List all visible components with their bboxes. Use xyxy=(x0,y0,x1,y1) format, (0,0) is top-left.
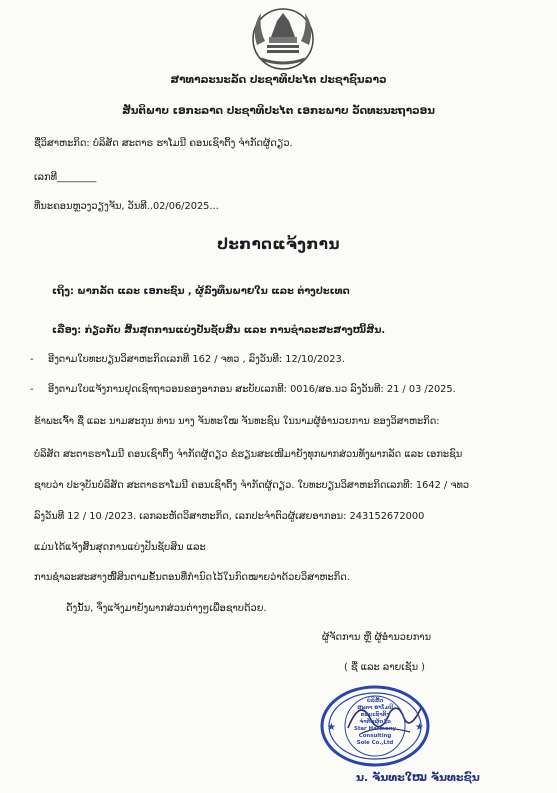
national-motto: ສັນຕິພາບ ເອກະລາດ ປະຊາທິປະໄຕ ເອກະພາບ ວັດທະນະຖາວອນ xyxy=(122,105,435,117)
stamp-text: Consulting xyxy=(358,733,392,739)
body-line: ການຊຳລະສະສາງໜີ້ສິນຕາມຂັ້ນຕອນທີ່ກຳນົດໄວ້ໃນກົດໝາຍວ່າດ້ວຍວິສາຫະກິດ. xyxy=(34,572,350,583)
recipient-line: ເຖິງ: ພາກລັດ ແລະ ເອກະຊົນ , ຜູ້ລົງທຶນພາຍໃນ ແລະ ຕ່າງປະເທດ xyxy=(52,286,350,297)
signature-note: ( ຊື່ ແລະ ລາຍເຊັນ ) xyxy=(344,662,425,673)
svg-text:★: ★ xyxy=(327,722,336,733)
document-title: ປະກາດແຈ້ງການ xyxy=(217,235,340,253)
reference-bullet: - xyxy=(30,354,34,365)
closing-line: ດັ່ງນັ້ນ, ຈຶ່ງແຈ້ງມາຍັງພາກສ່ວນຕ່າງໆເພື່ອຊາບດ້ວຍ. xyxy=(66,603,267,614)
lao-national-emblem-icon xyxy=(247,5,319,71)
nation-header: ສາທາລະນະລັດ ປະຊາທິປະໄຕ ປະຊາຊົນລາວ xyxy=(170,74,387,86)
company-name-line: ຊື່ວິສາຫະກິດ: ບໍລິສັດ ສະຕາຣ ຮາໂມນີ ຄອນເຊົາຕິ້ງ ຈຳກັດຜູ້ດຽວ. xyxy=(34,138,293,149)
body-line: ຂ້າພະເຈົ້າ ຊື່ ແລະ ນາມສະກຸນ ທ່ານ ນາງ ຈັນທະໃໝ ຈັນທະຊົນ ໃນນາມຜູ້ອຳນວຍການ ຂອງວິສາຫະກິດ: xyxy=(34,416,440,427)
signatory-role: ຜູ້ຈັດການ ຫຼື ຜູ້ອຳນວຍການ xyxy=(322,632,432,643)
company-stamp xyxy=(319,684,431,768)
stamp-text: ຄອນເຊົາຕິ້ງ xyxy=(360,712,390,718)
body-line: ຊາບວ່າ ປະຈຸບັນບໍລິສັດ ສະຕາຣຮາໂມນີ ຄອນເຊົາຕິ້ງ ຈຳກັດຜູ້ດຽວ. ໃບທະບຽນວິສາຫະກິດເລກທີ: 1642 / ຈທວ xyxy=(34,480,470,491)
document-number: ເລກທີ________ xyxy=(34,172,97,183)
body-line: ລົງວັນທີ 12 / 10 /2023. ເລກລະຫັດວິສາຫະກິດ, ເລກປະຈຳຕົວຜູ້ເສຍອາກອນ: 243152672000 xyxy=(34,511,425,522)
svg-text:★: ★ xyxy=(415,722,424,733)
reference-bullet: - xyxy=(30,384,34,395)
body-line: ບໍລິສັດ ສະຕາຣຮາໂມນີ ຄອນເຊົາຕິ້ງ ຈຳກັດຜູ້ດຽວ ຂໍຮຽນສະເໜີມາຍັງທຸກພາກສ່ວນທັງພາກລັດ ແລະ ເອກະຊົນ xyxy=(34,449,463,460)
stamp-text: Star Harmony xyxy=(353,726,397,732)
stamp-text: ບໍລິສັດ xyxy=(366,698,384,704)
stamp-text: ສະຕາ ຮາໂມນີ xyxy=(357,705,393,711)
stamp-text: ຈຳກັດຜູ້ດຽວ xyxy=(359,719,391,725)
body-line: ແມ່ນໄດ້ແຈ້ງສິ້ນສຸດການແບ່ງປັນຊັບສິນ ແລະ xyxy=(34,542,206,553)
reference-item: ອີງຕາມໃບທະບຽນວິສາຫະກິດເລກທີ 162 / ຈທວ , ລົງວັນທີ: 12/10/2023. xyxy=(48,354,345,365)
reference-item: ອີງຕາມໃບແຈ້ງການຢຸດເຊົາຖາວອນຂອງອາກອນ ສະບັບເລກທີ: 0016/ສອ.ນວ ລົງວັນທີ: 21 / 03 /2025. xyxy=(48,384,456,395)
stamp-text: Sole Co.,Ltd xyxy=(356,740,394,746)
subject-line: ເລື່ອງ: ກ່ຽວກັບ ສິ້ນສຸດການແບ່ງປັນຊັບສິນ ແລະ ການຊຳລະສະສາງໜີ້ສິນ. xyxy=(52,325,386,336)
signatory-name: ນ. ຈັນທະໃໝ ຈັນທະຊົນ xyxy=(356,771,480,784)
place-and-date: ທີ່ນະຄອນຫຼວງວຽງຈັນ, ວັນທີ..02/06/2025... xyxy=(34,201,219,212)
